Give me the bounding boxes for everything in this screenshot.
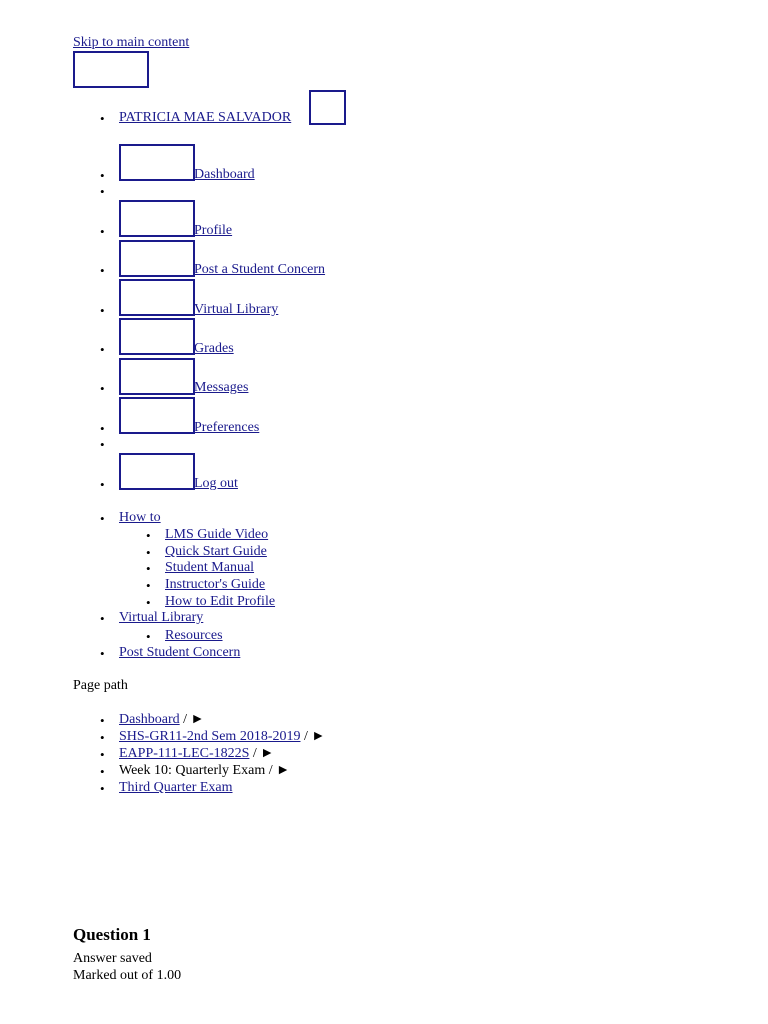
library-icon-placeholder (119, 279, 195, 316)
bullet-icon: • (100, 437, 105, 452)
breadcrumb-separator: / ► (183, 712, 205, 727)
bullet-icon: • (100, 781, 105, 796)
breadcrumb-separator: / ► (304, 729, 326, 744)
skip-to-main-content-link[interactable]: Skip to main content (73, 35, 190, 50)
logout-icon-placeholder (119, 453, 195, 490)
resources-link[interactable]: Resources (165, 628, 223, 643)
user-avatar-placeholder[interactable] (309, 90, 346, 125)
breadcrumb-exam-link[interactable]: Third Quarter Exam (119, 780, 233, 795)
dashboard-icon-placeholder (119, 144, 195, 181)
profile-icon-placeholder (119, 200, 195, 237)
bullet-icon: • (146, 561, 151, 576)
how-to-edit-profile-link[interactable]: How to Edit Profile (165, 594, 276, 609)
messages-icon-placeholder (119, 358, 195, 395)
user-menu-logout-link[interactable]: Log out (194, 476, 238, 491)
bullet-icon: • (146, 595, 151, 610)
bullet-icon: • (100, 611, 105, 626)
breadcrumb-item (119, 712, 204, 728)
user-menu-post-concern-link[interactable]: Post a Student Concern (194, 262, 326, 277)
bullet-icon: • (100, 646, 105, 661)
user-menu-virtual-library-link[interactable]: Virtual Library (194, 302, 279, 317)
breadcrumb-separator: / ► (268, 763, 290, 778)
user-name-link[interactable]: PATRICIA MAE SALVADOR (119, 110, 292, 125)
bullet-icon: • (146, 528, 151, 543)
breadcrumb-course-link[interactable]: EAPP-111-LEC-1822S (119, 746, 250, 761)
user-menu-grades-link[interactable]: Grades (194, 341, 234, 356)
bullet-icon: • (100, 511, 105, 526)
quick-start-guide-link[interactable]: Quick Start Guide (165, 544, 267, 559)
breadcrumb-week-label: Week 10: Quarterly Exam (119, 763, 266, 778)
bullet-icon: • (100, 477, 105, 492)
bullet-icon: • (100, 342, 105, 357)
user-menu-messages-link[interactable]: Messages (194, 380, 249, 395)
question-title: Question 1 (73, 925, 151, 944)
bullet-icon: • (100, 168, 105, 183)
question-marks: Marked out of 1.00 (73, 968, 182, 983)
bullet-icon: • (100, 303, 105, 318)
breadcrumb-semester-link[interactable]: SHS-GR11-2nd Sem 2018-2019 (119, 729, 301, 744)
student-manual-link[interactable]: Student Manual (165, 560, 255, 575)
user-menu-profile-link[interactable]: Profile (194, 223, 233, 238)
bullet-icon: • (100, 421, 105, 436)
bullet-icon: • (100, 747, 105, 762)
concern-icon-placeholder (119, 240, 195, 277)
breadcrumb-dashboard-link[interactable]: Dashboard (119, 712, 180, 727)
question-status: Answer saved (73, 951, 152, 966)
bullet-icon: • (146, 578, 151, 593)
breadcrumb-item (119, 763, 290, 779)
breadcrumb-separator: / ► (252, 746, 275, 761)
bullet-icon: • (100, 730, 105, 745)
preferences-icon-placeholder (119, 397, 195, 434)
bullet-icon: • (100, 381, 105, 396)
bullet-icon: • (100, 713, 105, 728)
how-to-menu-link[interactable]: How to (119, 510, 161, 525)
bullet-icon: • (100, 224, 105, 239)
user-menu-dashboard-link[interactable]: Dashboard (194, 167, 255, 182)
bullet-icon: • (100, 263, 105, 278)
lms-guide-video-link[interactable]: LMS Guide Video (165, 527, 269, 542)
bullet-icon: • (100, 764, 105, 779)
instructors-guide-link[interactable]: Instructor's Guide (165, 577, 266, 592)
grades-icon-placeholder (119, 318, 195, 355)
user-menu-preferences-link[interactable]: Preferences (194, 420, 260, 435)
breadcrumb-item (119, 746, 274, 762)
breadcrumb-item (119, 729, 325, 745)
page-path-label: Page path (73, 678, 128, 693)
bullet-icon: • (100, 111, 105, 126)
bullet-icon: • (100, 184, 105, 199)
bullet-icon: • (146, 629, 151, 644)
virtual-library-menu-link[interactable]: Virtual Library (119, 610, 204, 625)
bullet-icon: • (146, 545, 151, 560)
post-student-concern-link[interactable]: Post Student Concern (119, 645, 241, 660)
logo-image-placeholder[interactable] (73, 51, 149, 88)
